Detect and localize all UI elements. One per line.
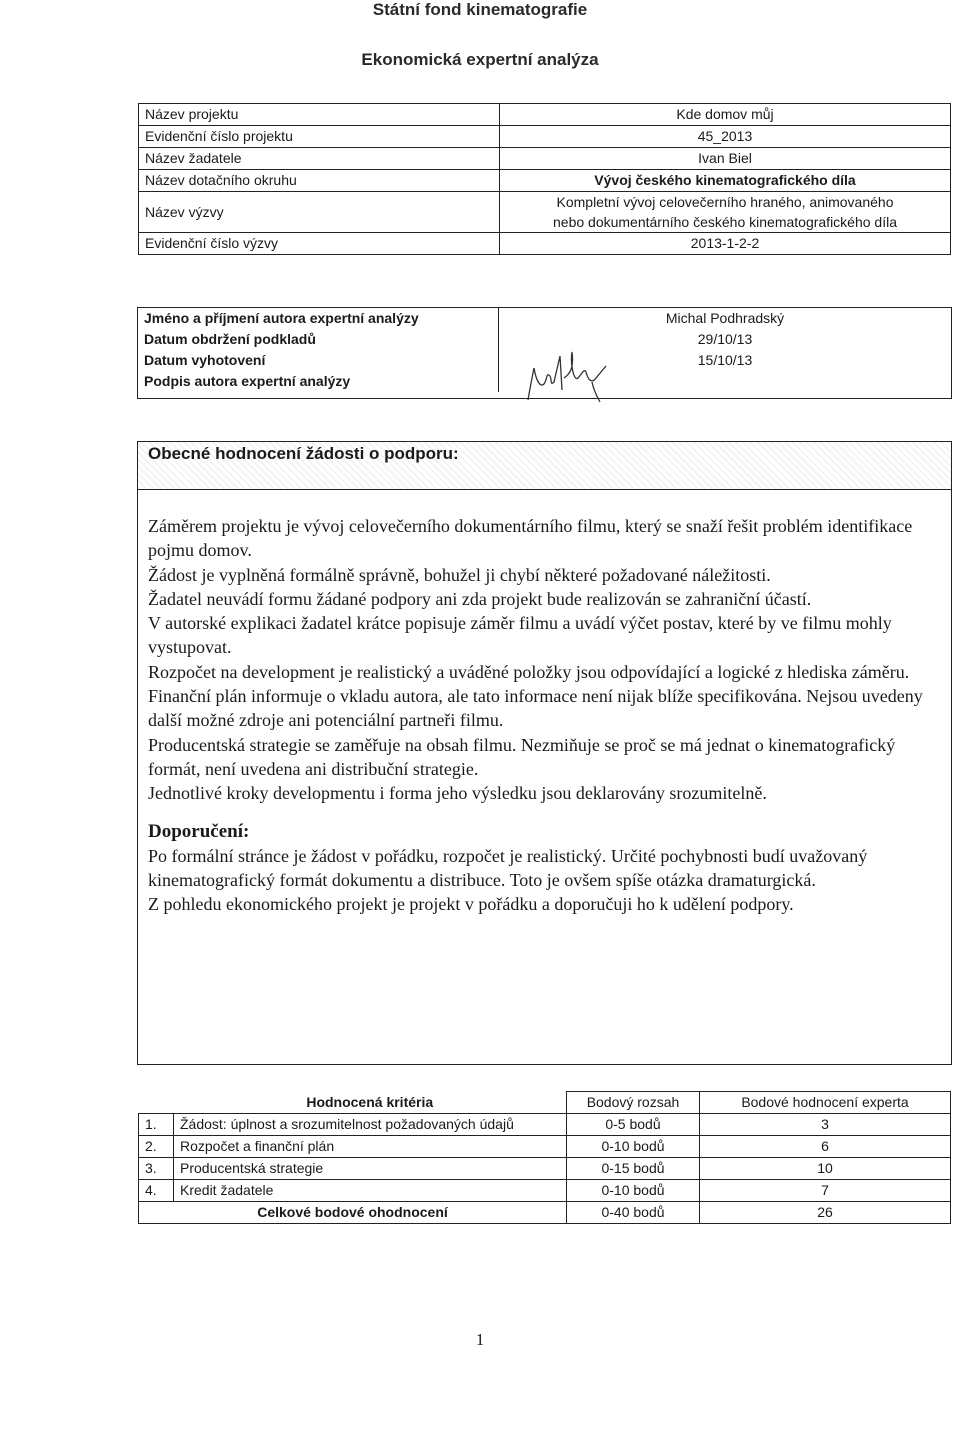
evaluation-paragraph: V autorské explikaci žadatel krátce popisuje záměr filmu a uvádí výčet postav, které by ve filmu mohly vystupovat. xyxy=(148,613,892,658)
evaluation-paragraph: Rozpočet na development je realistický a uváděné položky jsou odpovídající a logické z hlediska záměru. xyxy=(148,661,910,682)
call-name-line-2: nebo dokumentárního českého kinematografického díla xyxy=(553,214,897,230)
score-cell: 3 xyxy=(700,1114,951,1136)
call-name-label: Název výzvy xyxy=(139,192,500,233)
page-number: 1 xyxy=(475,1330,485,1349)
table-row xyxy=(139,1180,951,1202)
total-score: 26 xyxy=(700,1202,951,1224)
recommendation-paragraph: Z pohledu ekonomického projekt je projekt v pořádku a doporučuji ho k udělení podpory. xyxy=(148,894,794,915)
table-row xyxy=(138,308,951,329)
evaluation-header xyxy=(138,442,951,490)
criterion-cell: Žádost: úplnost a srozumitelnost požadovaných údajů xyxy=(174,1114,567,1136)
score-cell: 7 xyxy=(700,1180,951,1202)
completed-date-value: 15/10/13 xyxy=(499,350,952,371)
grant-area-value: Vývoj českého kinematografického díla xyxy=(500,170,951,192)
row-number: 1. xyxy=(139,1114,174,1136)
document-subtitle: Ekonomická expertní analýza xyxy=(361,50,599,69)
criterion-cell: Rozpočet a finanční plán xyxy=(174,1136,567,1158)
table-row xyxy=(139,104,951,126)
table-row xyxy=(139,1158,951,1180)
handwritten-signature xyxy=(520,338,640,408)
table-row xyxy=(139,1114,951,1136)
evaluation-heading: Obecné hodnocení žádosti o podporu: xyxy=(148,444,459,463)
recommendation-heading: Doporučení: xyxy=(148,820,250,842)
evaluation-body xyxy=(148,514,938,917)
total-range: 0-40 bodů xyxy=(567,1202,700,1224)
score-table xyxy=(138,1091,951,1224)
criteria-header: Hodnocená kritéria xyxy=(174,1092,567,1114)
row-number: 2. xyxy=(139,1136,174,1158)
range-cell: 0-15 bodů xyxy=(567,1158,700,1180)
received-date-value: 29/10/13 xyxy=(499,329,952,350)
score-cell: 10 xyxy=(700,1158,951,1180)
signature-label: Podpis autora expertní analýzy xyxy=(144,373,351,389)
author-name-label: Jméno a příjmení autora expertní analýzy xyxy=(144,310,419,326)
table-row xyxy=(139,1136,951,1158)
row-number: 3. xyxy=(139,1158,174,1180)
table-header-row xyxy=(139,1092,951,1114)
call-name-value xyxy=(500,192,951,233)
received-date-label: Datum obdržení podkladů xyxy=(144,331,316,347)
score-cell: 6 xyxy=(700,1136,951,1158)
table-row xyxy=(139,126,951,148)
range-cell: 0-5 bodů xyxy=(567,1114,700,1136)
criterion-cell: Kredit žadatele xyxy=(174,1180,567,1202)
expert-score-header: Bodové hodnocení experta xyxy=(700,1092,951,1114)
range-header: Bodový rozsah xyxy=(567,1092,700,1114)
call-number-label: Evidenční číslo výzvy xyxy=(139,233,500,255)
recommendation-paragraph: Po formální stránce je žádost v pořádku, rozpočet je realistický. Určité pochybnosti budí uvažovaný kinematografický formát dokumentu a distribuce. Toto je ovšem spíše otázka dramaturgická. xyxy=(148,845,868,891)
table-row xyxy=(139,170,951,192)
header-spacer xyxy=(139,1092,174,1114)
evaluation-paragraph: Záměrem projektu je vývoj celovečerního dokumentárního filmu, který se snaží řešit problém identifikace pojmu domov. xyxy=(148,516,913,561)
total-row xyxy=(139,1202,951,1224)
project-name-value: Kde domov můj xyxy=(500,104,951,126)
total-label: Celkové bodové ohodnocení xyxy=(139,1202,567,1224)
evaluation-paragraph: Žadatel neuvádí formu žádané podpory ani zda projekt bude realizován se zahraniční účastí. xyxy=(148,588,812,609)
applicant-name-value: Ivan Biel xyxy=(500,148,951,170)
call-number-value: 2013-1-2-2 xyxy=(500,233,951,255)
range-cell: 0-10 bodů xyxy=(567,1136,700,1158)
table-row xyxy=(139,192,951,233)
table-row xyxy=(139,148,951,170)
evaluation-paragraph: Žádost je vyplněná formálně správně, bohužel ji chybí některé požadované náležitosti. xyxy=(148,564,771,585)
grant-area-label: Název dotačního okruhu xyxy=(139,170,500,192)
document-title: Státní fond kinematografie xyxy=(372,0,588,19)
project-number-value: 45_2013 xyxy=(500,126,951,148)
range-cell: 0-10 bodů xyxy=(567,1180,700,1202)
author-name-value: Michal Podhradský xyxy=(499,308,952,329)
evaluation-paragraph: Finanční plán informuje o vkladu autora, ale tato informace není nijak blíže specifikována. Nejsou uvedeny další možné zdroje ani potenciální partneři filmu. xyxy=(148,686,923,731)
project-name-label: Název projektu xyxy=(139,104,500,126)
call-name-line-1: Kompletní vývoj celovečerního hraného, animovaného xyxy=(556,194,894,210)
project-number-label: Evidenční číslo projektu xyxy=(139,126,500,148)
completed-date-label: Datum vyhotovení xyxy=(144,352,266,368)
evaluation-paragraph: Producentská strategie se zaměřuje na obsah filmu. Nezmiňuje se proč se má jednat o kinematografický formát, není uvedena ani distribuční strategie. xyxy=(148,734,896,779)
table-row xyxy=(139,233,951,255)
evaluation-box xyxy=(137,441,952,1065)
applicant-name-label: Název žadatele xyxy=(139,148,500,170)
criterion-cell: Producentská strategie xyxy=(174,1158,567,1180)
evaluation-paragraph: Jednotlivé kroky developmentu i forma jeho výsledku jsou deklarovány srozumitelně. xyxy=(148,783,767,804)
row-number: 4. xyxy=(139,1180,174,1202)
project-info-table xyxy=(138,103,951,255)
